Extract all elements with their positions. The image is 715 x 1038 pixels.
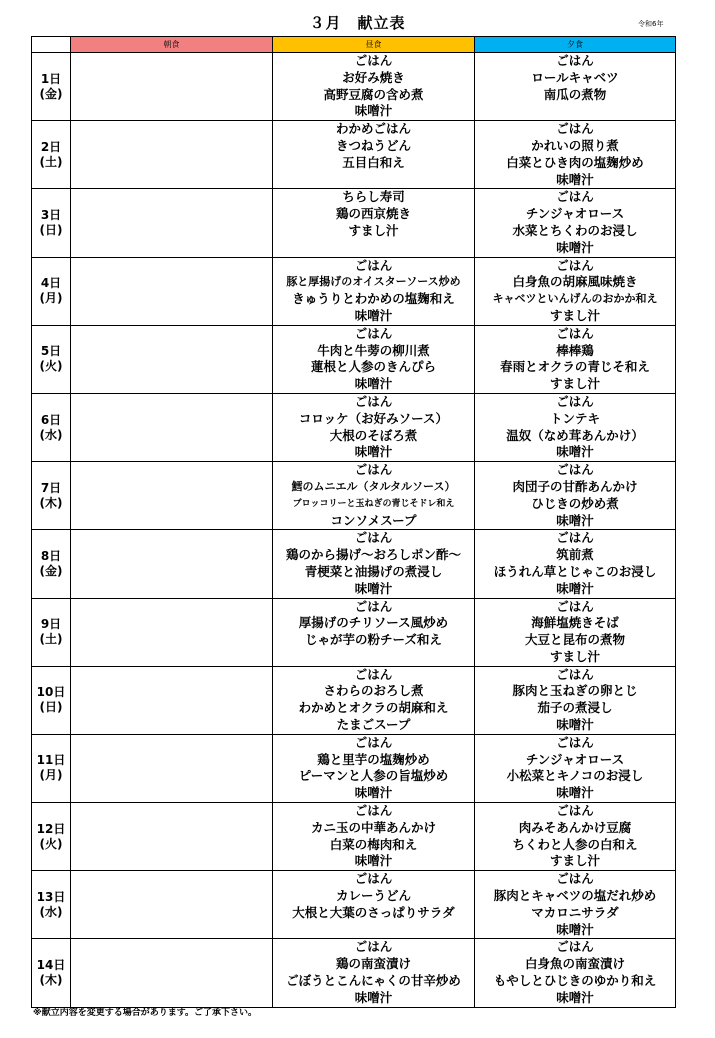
day-date: 13日 [36, 889, 66, 904]
day-date: 7日 [40, 480, 62, 495]
dinner-cell [475, 257, 676, 325]
day-row [32, 53, 676, 121]
lunch-cell [273, 530, 475, 598]
page-title: ３月 献立表 [309, 14, 406, 32]
lunch-cell [273, 257, 475, 325]
day-row [32, 189, 676, 257]
day-date: 2日 [40, 139, 62, 154]
lunch-dish: たまごスープ [336, 717, 411, 733]
lunch-dish: ごはん [354, 803, 393, 819]
day-date-cell [32, 939, 71, 1007]
breakfast-cell [71, 803, 273, 871]
dinner-dish: マカロニサラダ [531, 904, 619, 920]
lunch-dish: ごぼうとこんにゃくの甘辛炒め [286, 973, 461, 989]
dinner-dish: 南瓜の煮物 [543, 86, 607, 102]
dinner-dish: ごはん [556, 803, 594, 819]
lunch-dish: 豚と厚揚げのオイスターソース炒め [286, 275, 461, 289]
breakfast-cell [71, 734, 273, 802]
dinner-dish: 味噌汁 [556, 989, 594, 1005]
dinner-dish: すまし汁 [549, 376, 600, 392]
dinner-cell [475, 393, 676, 461]
lunch-dish: コロッケ（お好みソース） [298, 410, 449, 426]
dinner-dish: 味噌汁 [556, 717, 594, 733]
lunch-dish: ごはん [354, 325, 393, 341]
lunch-dish: ピーマンと人参の旨塩炒め [298, 768, 449, 784]
lunch-dish: ごはん [354, 530, 393, 546]
breakfast-cell [71, 666, 273, 734]
dinner-dish: 白身魚の南蛮漬け [524, 956, 625, 972]
menu-table [31, 36, 676, 1008]
lunch-dish: ごはん [354, 734, 393, 750]
dinner-cell [475, 121, 676, 189]
day-weekday: (火) [39, 359, 63, 374]
lunch-dish: 大根のそぼろ煮 [329, 427, 418, 443]
day-row [32, 871, 676, 939]
day-date: 3日 [40, 207, 62, 222]
day-weekday: (金) [39, 86, 63, 101]
day-weekday: (日) [39, 222, 63, 237]
lunch-cell [273, 393, 475, 461]
day-row [32, 325, 676, 393]
dinner-dish: 味噌汁 [556, 512, 594, 528]
day-date: 14日 [36, 958, 66, 973]
lunch-dish: きゅうりとわかめの塩麹和え [292, 291, 455, 307]
lunch-cell [273, 189, 475, 257]
lunch-dish: 味噌汁 [354, 580, 393, 596]
day-date-cell [32, 871, 71, 939]
dinner-dish: 豚肉とキャベツの塩だれ炒め [493, 888, 657, 904]
day-weekday: (土) [39, 154, 63, 169]
day-weekday: (木) [39, 495, 63, 510]
header-row [32, 37, 676, 53]
dinner-cell [475, 53, 676, 121]
dinner-dish: ごはん [556, 666, 594, 682]
dinner-cell [475, 939, 676, 1007]
lunch-cell [273, 939, 475, 1007]
dinner-dish: トンテキ [549, 410, 600, 426]
lunch-dish: 鱈のムニエル（タルタルソース） [291, 479, 456, 493]
day-date: 1日 [40, 71, 62, 86]
day-date-cell [32, 53, 71, 121]
day-date: 10日 [36, 685, 66, 700]
lunch-dish: 鶏と里芋の塩麹炒め [317, 751, 430, 767]
lunch-dish: ごはん [354, 257, 393, 273]
day-weekday: (月) [39, 768, 63, 783]
breakfast-cell [71, 393, 273, 461]
lunch-dish: ごはん [354, 939, 393, 955]
lunch-dish: 青梗菜と油揚げの煮浸し [304, 563, 443, 579]
dinner-dish: 棒棒鶏 [556, 342, 594, 358]
dinner-dish: 小松菜とキノコのお浸し [506, 768, 644, 784]
dinner-cell [475, 598, 676, 666]
era-label: 令和6年 [638, 20, 664, 28]
dinner-dish: 大豆と昆布の煮物 [524, 632, 625, 648]
breakfast-column-header: 朝食 [71, 37, 273, 53]
day-date: 11日 [36, 753, 66, 768]
day-row [32, 803, 676, 871]
dinner-dish: ひじきの炒め煮 [531, 495, 619, 511]
dinner-dish: ごはん [556, 393, 594, 409]
dinner-dish: 味噌汁 [556, 785, 594, 801]
day-date-cell [32, 393, 71, 461]
lunch-dish: 味噌汁 [354, 103, 393, 119]
dinner-dish: ごはん [556, 53, 594, 68]
breakfast-cell [71, 121, 273, 189]
lunch-dish: 蓮根と人参のきんぴら [310, 359, 436, 375]
lunch-dish: 五目白和え [342, 154, 405, 170]
dinner-dish: すまし汁 [549, 853, 600, 869]
breakfast-cell [71, 325, 273, 393]
dinner-dish: ごはん [556, 325, 594, 341]
lunch-dish: ごはん [354, 393, 393, 409]
day-date-cell [32, 121, 71, 189]
day-row [32, 393, 676, 461]
lunch-cell [273, 598, 475, 666]
dinner-cell [475, 666, 676, 734]
dinner-dish: 味噌汁 [556, 171, 594, 187]
lunch-dish: 牛肉と牛蒡の柳川煮 [317, 342, 430, 358]
lunch-cell [273, 666, 475, 734]
lunch-dish: 味噌汁 [354, 853, 393, 869]
dinner-dish: 海鮮塩焼きそば [531, 615, 619, 631]
breakfast-cell [71, 939, 273, 1007]
dinner-dish: 味噌汁 [556, 444, 594, 460]
lunch-dish: 高野豆腐の含め煮 [323, 86, 424, 102]
lunch-dish: ごはん [354, 666, 393, 682]
day-date: 6日 [40, 412, 62, 427]
lunch-cell [273, 871, 475, 939]
breakfast-cell [71, 53, 273, 121]
day-date-cell [32, 803, 71, 871]
day-weekday: (水) [39, 904, 63, 919]
day-date-cell [32, 257, 71, 325]
day-row [32, 666, 676, 734]
day-row [32, 257, 676, 325]
dinner-dish: ごはん [556, 462, 594, 478]
lunch-column-header: 昼食 [273, 37, 475, 53]
dinner-dish: すまし汁 [549, 307, 600, 323]
dinner-cell [475, 871, 676, 939]
day-weekday: (日) [39, 700, 63, 715]
lunch-dish: ブロッコリーと玉ねぎの青じそドレ和え [292, 498, 455, 509]
day-date: 4日 [40, 276, 62, 291]
lunch-dish: ごはん [354, 53, 393, 68]
lunch-dish: じゃが芋の粉チーズ和え [305, 632, 442, 648]
lunch-cell [273, 121, 475, 189]
dinner-dish: ごはん [556, 121, 594, 137]
footnote: ※献立内容を変更する場合があります。ご了承下さい。 [33, 1008, 258, 1018]
dinner-cell [475, 734, 676, 802]
day-date-cell [32, 462, 71, 530]
dinner-dish: 温奴（なめ茸あんかけ） [506, 427, 644, 443]
dinner-dish: もやしとひじきのゆかり和え [493, 973, 657, 989]
dinner-dish: ごはん [556, 939, 594, 955]
lunch-cell [273, 734, 475, 802]
dinner-dish: ごはん [556, 530, 594, 546]
day-date: 8日 [40, 548, 62, 563]
lunch-cell [273, 325, 475, 393]
day-date: 9日 [40, 617, 62, 632]
lunch-dish: 大根と大葉のさっぱりサラダ [292, 904, 455, 920]
day-row [32, 734, 676, 802]
lunch-dish: お好み焼き [342, 69, 405, 85]
lunch-dish: 白菜の梅肉和え [329, 836, 418, 852]
day-row [32, 939, 676, 1007]
lunch-dish: 厚揚げのチリソース風炒め [298, 615, 449, 631]
dinner-cell [475, 325, 676, 393]
dinner-dish: 味噌汁 [556, 921, 594, 937]
day-weekday: (木) [39, 973, 63, 988]
lunch-dish: 味噌汁 [354, 444, 393, 460]
day-weekday: (水) [39, 427, 63, 442]
dinner-cell [475, 462, 676, 530]
dinner-dish: 白菜とひき肉の塩麹炒め [506, 154, 644, 170]
day-weekday: (火) [39, 836, 63, 851]
breakfast-cell [71, 598, 273, 666]
dinner-dish: 茄子の煮浸し [537, 700, 613, 716]
lunch-dish: 味噌汁 [354, 785, 393, 801]
dinner-dish: ごはん [556, 871, 594, 887]
lunch-dish: ごはん [354, 462, 393, 478]
day-row [32, 121, 676, 189]
dinner-dish: 春雨とオクラの青じそ和え [500, 359, 650, 375]
lunch-dish: 味噌汁 [354, 307, 393, 323]
lunch-dish: ちらし寿司 [342, 189, 405, 205]
dinner-dish: ロールキャベツ [531, 69, 619, 85]
dinner-dish: キャベツといんげんのおかか和え [492, 292, 658, 306]
lunch-dish: 鶏の南蛮漬け [335, 956, 411, 972]
lunch-cell [273, 462, 475, 530]
day-row [32, 598, 676, 666]
lunch-dish: わかめごはん [335, 121, 411, 137]
lunch-dish: カレーうどん [335, 888, 411, 904]
dinner-dish: 水菜とちくわのお浸し [512, 222, 638, 238]
dinner-dish: 肉みそあんかけ豆腐 [518, 819, 632, 835]
dinner-dish: かれいの照り煮 [531, 137, 619, 153]
lunch-dish: ごはん [354, 598, 393, 614]
lunch-dish: コンソメスープ [330, 512, 417, 528]
lunch-dish: カニ玉の中華あんかけ [310, 819, 436, 835]
day-weekday: (土) [39, 632, 63, 647]
dinner-dish: すまし汁 [549, 648, 600, 664]
dinner-dish: 味噌汁 [556, 239, 594, 255]
dinner-dish: 白身魚の胡麻風味焼き [512, 274, 638, 290]
lunch-dish: 鶏の西京焼き [335, 206, 411, 222]
dinner-dish: 豚肉と玉ねぎの卵とじ [512, 683, 638, 699]
day-row [32, 462, 676, 530]
dinner-dish: ごはん [556, 734, 594, 750]
lunch-dish: さわらのおろし煮 [323, 683, 424, 699]
dinner-column-header: 夕食 [475, 37, 676, 53]
dinner-dish: 肉団子の甘酢あんかけ [512, 478, 638, 494]
day-date-cell [32, 530, 71, 598]
day-date-cell [32, 598, 71, 666]
lunch-cell [273, 53, 475, 121]
lunch-dish: 味噌汁 [354, 376, 393, 392]
dinner-dish: ごはん [556, 598, 594, 614]
dinner-dish: ほうれん草とじゃこのお浸し [493, 563, 657, 579]
dinner-dish: 味噌汁 [556, 580, 594, 596]
day-date: 12日 [36, 821, 66, 836]
breakfast-cell [71, 871, 273, 939]
day-weekday: (月) [39, 291, 63, 306]
lunch-cell [273, 803, 475, 871]
day-weekday: (金) [39, 563, 63, 578]
lunch-dish: 鶏のから揚げ～おろしポン酢～ [285, 547, 461, 563]
day-date-cell [32, 189, 71, 257]
dinner-cell [475, 530, 676, 598]
day-row [32, 530, 676, 598]
day-date-cell [32, 666, 71, 734]
lunch-dish: 味噌汁 [354, 989, 393, 1005]
lunch-dish: ごはん [354, 871, 393, 887]
day-date: 5日 [40, 344, 62, 359]
menu-body [32, 53, 676, 1008]
lunch-dish: すまし汁 [348, 222, 399, 238]
breakfast-cell [71, 257, 273, 325]
dinner-cell [475, 803, 676, 871]
lunch-dish: わかめとオクラの胡麻和え [298, 700, 449, 716]
date-column-header [32, 37, 71, 53]
dinner-dish: ちくわと人参の白和え [512, 836, 638, 852]
dinner-cell [475, 189, 676, 257]
lunch-dish: きつねうどん [335, 137, 411, 153]
dinner-dish: 筑前煮 [556, 547, 594, 563]
dinner-dish: ごはん [556, 189, 594, 205]
day-date-cell [32, 734, 71, 802]
breakfast-cell [71, 189, 273, 257]
breakfast-cell [71, 530, 273, 598]
dinner-dish: チンジャオロース [525, 206, 625, 222]
dinner-dish: ごはん [556, 257, 594, 273]
breakfast-cell [71, 462, 273, 530]
dinner-dish: チンジャオロース [525, 751, 625, 767]
day-date-cell [32, 325, 71, 393]
